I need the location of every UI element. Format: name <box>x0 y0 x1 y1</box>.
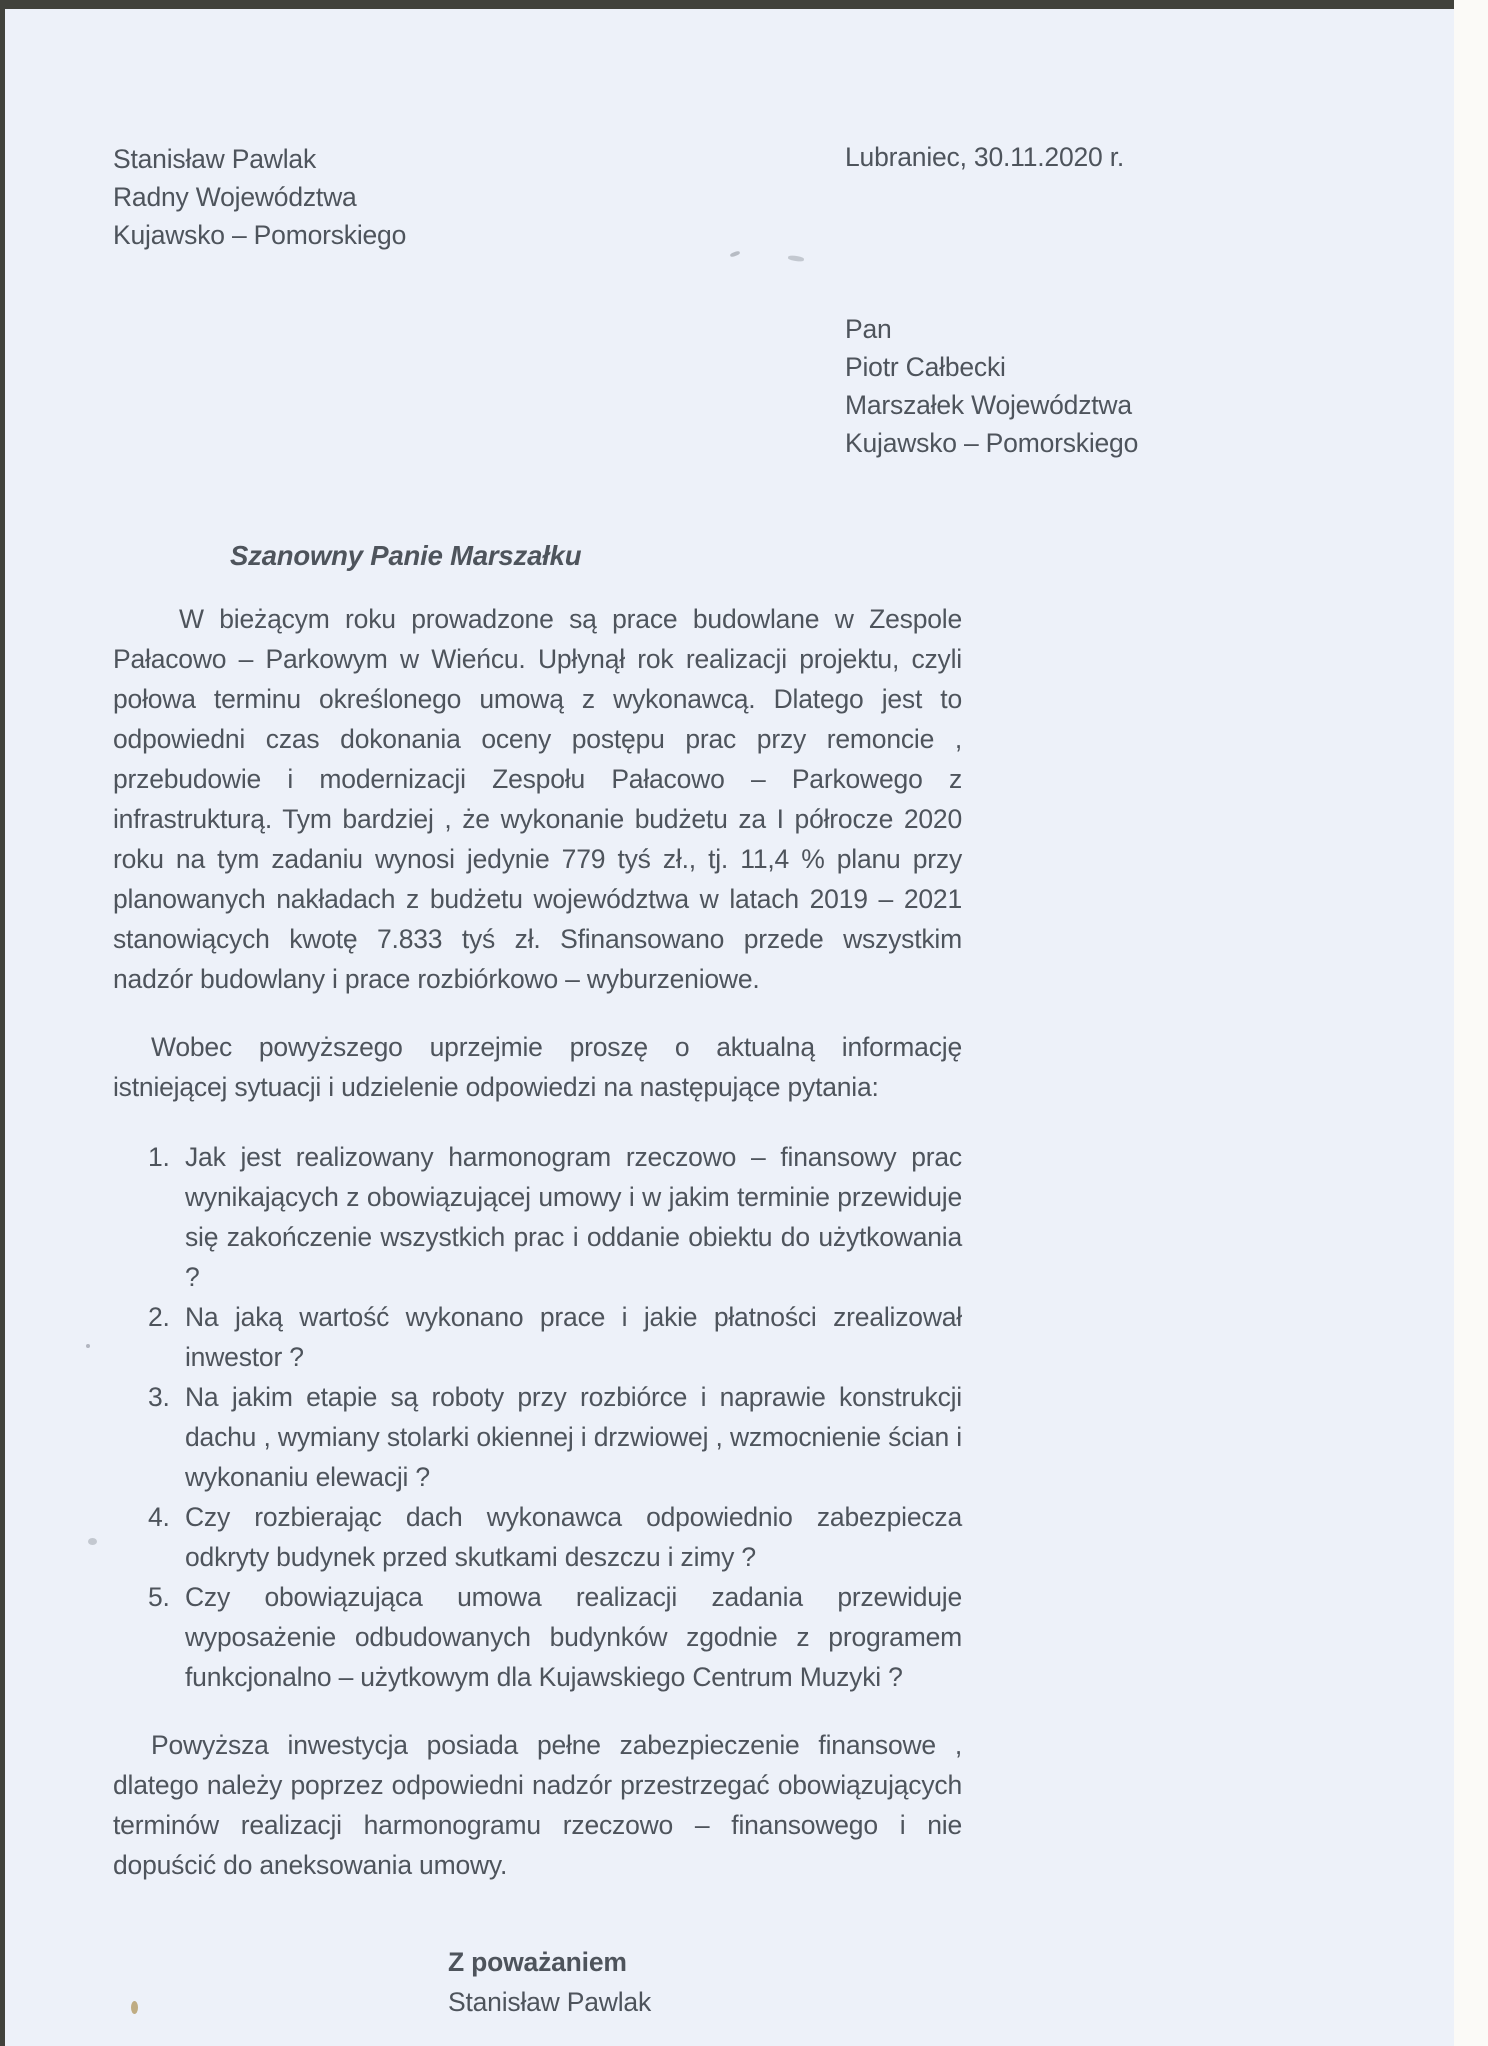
list-item-text: Na jaką wartość wykonano prace i jakie płatności zrealizował inwestor ? <box>185 1302 962 1372</box>
recipient-region: Kujawsko – Pomorskiego <box>845 428 1139 458</box>
dateline: Lubraniec, 30.11.2020 r. <box>845 142 1125 172</box>
signoff-formula: Z poważaniem <box>448 1947 627 1977</box>
recipient-title: Marszałek Województwa <box>845 390 1132 420</box>
paragraph-request: Wobec powyższego uprzejmie proszę o aktualną informację istniejącej sytuacji i udzielenie odpowiedzi na następujące pytania: <box>113 1032 962 1102</box>
list-item-number: 1. <box>148 1142 170 1172</box>
signoff-name: Stanisław Pawlak <box>448 1987 652 2017</box>
questions-list <box>113 1137 962 1697</box>
scan-speck <box>86 1344 90 1348</box>
scan-speck <box>88 1538 97 1545</box>
recipient-name: Piotr Całbecki <box>845 352 1006 382</box>
list-item-text: Na jakim etapie są roboty przy rozbiórce i naprawie konstrukcji dachu , wymiany stolarki okiennej i drzwiowej , wzmocnienie ścian i wykonaniu elewacji ? <box>185 1382 962 1492</box>
list-item-number: 2. <box>148 1302 170 1332</box>
list-item-number: 3. <box>148 1382 170 1412</box>
sender-title: Radny Województwa <box>113 182 357 212</box>
paragraph-closing: Powyższa inwestycja posiada pełne zabezpieczenie finansowe , dlatego należy poprzez odpowiedni nadzór przestrzegać obowiązujących terminów realizacji harmonogramu rzeczowo – finansowego i nie dopuścić do aneksowania umowy. <box>113 1730 962 1880</box>
list-item <box>113 1377 962 1497</box>
sender-region: Kujawsko – Pomorskiego <box>113 220 407 250</box>
recipient-salutation: Pan <box>845 314 892 344</box>
list-item-text: Jak jest realizowany harmonogram rzeczowo – finansowy prac wynikających z obowiązującej umowy i w jakim terminie przewiduje się zakończenie wszystkich prac i oddanie obiektu do użytkowania ? <box>185 1142 962 1292</box>
sender-block <box>113 140 1488 254</box>
list-item-number: 4. <box>148 1502 170 1532</box>
list-item <box>113 1137 962 1297</box>
list-item-text: Czy rozbierając dach wykonawca odpowiednio zabezpiecza odkryty budynek przed skutkami deszczu i zimy ? <box>185 1502 962 1572</box>
sender-name: Stanisław Pawlak <box>113 144 317 174</box>
paragraph-intro: W bieżącym roku prowadzone są prace budowlane w Zespole Pałacowo – Parkowym w Wieńcu. Upłynął rok realizacji projektu, czyli połowa terminu określonego umową z wykonawcą. Dlatego jest to odpowiedni czas dokonania oceny postępu prac przy remoncie , przebudowie i modernizacji Zespołu Pałacowo – Parkowego z infrastrukturą. Tym bardziej , że wykonanie budżetu za I półrocze 2020 roku na tym zadaniu wynosi jedynie 779 tyś zł., tj. 11,4 % planu przy planowanych nakładach z budżetu województwa w latach 2019 – 2021 stanowiących kwotę 7.833 tyś zł. Sfinansowano przede wszystkim nadzór budowlany i prace rozbiórkowo – wyburzeniowe. <box>113 604 962 994</box>
list-item <box>113 1297 962 1377</box>
list-item-number: 5. <box>148 1582 170 1612</box>
letter-header <box>113 140 1488 254</box>
signoff-block <box>448 1942 1488 2022</box>
list-item <box>113 1497 962 1577</box>
salutation: Szanowny Panie Marszałku <box>230 540 582 571</box>
list-item-text: Czy obowiązująca umowa realizacji zadania przewiduje wyposażenie odbudowanych budynków zgodnie z programem funkcjonalno – użytkowym dla Kujawskiego Centrum Muzyki ? <box>185 1582 962 1692</box>
list-item <box>113 1577 962 1697</box>
scan-speck <box>131 2001 138 2014</box>
recipient-block <box>845 310 1488 462</box>
